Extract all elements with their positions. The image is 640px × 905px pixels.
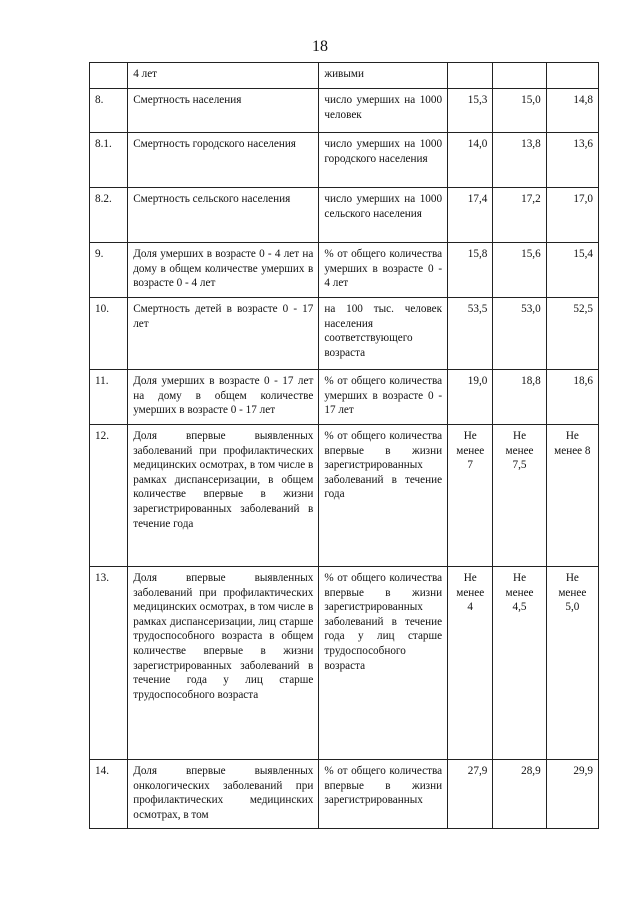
value-3-cell: 52,5 [546,298,598,370]
value-1-cell: 17,4 [448,188,493,243]
value-1-cell: 14,0 [448,133,493,188]
unit-cell: число умерших на 1000 городского населения [319,133,448,188]
value-1-cell: 15,8 [448,243,493,298]
value-3-cell: 15,4 [546,243,598,298]
row-number-cell: 11. [90,370,128,425]
value-2-cell [493,63,546,89]
indicator-name-cell: Смертность городского населения [128,133,319,188]
value-3-cell: Не менее 8 [546,425,598,567]
value-1-cell: 53,5 [448,298,493,370]
value-1-cell: Не менее 4 [448,567,493,760]
page-number: 18 [312,38,328,55]
table-row [90,567,599,760]
table-row [90,243,599,298]
value-3-cell: 17,0 [546,188,598,243]
value-2-cell: 53,0 [493,298,546,370]
value-3-cell: 18,6 [546,370,598,425]
value-2-cell: 15,6 [493,243,546,298]
row-number-cell: 9. [90,243,128,298]
row-number-cell: 8. [90,89,128,133]
table-row [90,89,599,133]
value-3-cell: Не менее 5,0 [546,567,598,760]
value-1-cell: 19,0 [448,370,493,425]
table-row [90,188,599,243]
indicator-name-cell: Доля умерших в возрасте 0 - 17 лет на дому в общем количестве умерших в возрасте 0 - 17 лет [128,370,319,425]
table-row [90,133,599,188]
value-2-cell: Не менее 7,5 [493,425,546,567]
indicator-name-cell: Смертность детей в возрасте 0 - 17 лет [128,298,319,370]
table-row [90,760,599,829]
value-1-cell: 27,9 [448,760,493,829]
value-2-cell: 15,0 [493,89,546,133]
unit-cell: % от общего количества умерших в возрасте 0 - 4 лет [319,243,448,298]
value-2-cell: 17,2 [493,188,546,243]
value-1-cell: 15,3 [448,89,493,133]
row-number-cell [90,63,128,89]
unit-cell: число умерших на 1000 человек [319,89,448,133]
value-2-cell: 28,9 [493,760,546,829]
table-row [90,63,599,89]
unit-cell: живыми [319,63,448,89]
value-3-cell [546,63,598,89]
row-number-cell: 12. [90,425,128,567]
value-3-cell: 14,8 [546,89,598,133]
value-1-cell: Не менее 7 [448,425,493,567]
indicators-table [89,62,599,829]
indicator-name-cell: Доля впервые выявленных заболеваний при профилактических медицинских осмотрах, в том числе в рамках диспансеризации, лиц старше трудоспособного возраста в общем количестве впервые в жизни зарегистрированных заболеваний в течение года у лиц старше трудоспособного возраста [128,567,319,760]
indicator-name-cell: Смертность сельского населения [128,188,319,243]
indicator-name-cell: Доля впервые выявленных заболеваний при профилактических медицинских осмотрах, в том числе в рамках диспансеризации, в общем количестве впервые в жизни зарегистрированных заболеваний в течение года [128,425,319,567]
row-number-cell: 10. [90,298,128,370]
unit-cell: % от общего количества впервые в жизни зарегистрированных [319,760,448,829]
value-2-cell: Не менее 4,5 [493,567,546,760]
table-row [90,298,599,370]
value-3-cell: 13,6 [546,133,598,188]
value-3-cell: 29,9 [546,760,598,829]
table-row [90,425,599,567]
unit-cell: % от общего количества впервые в жизни зарегистрированных заболеваний в течение года [319,425,448,567]
row-number-cell: 13. [90,567,128,760]
unit-cell: на 100 тыс. человек населения соответствующего возраста [319,298,448,370]
value-2-cell: 13,8 [493,133,546,188]
indicator-name-cell: 4 лет [128,63,319,89]
unit-cell: % от общего количества впервые в жизни зарегистрированных заболеваний в течение года у лиц старше трудоспособного возраста [319,567,448,760]
value-2-cell: 18,8 [493,370,546,425]
unit-cell: % от общего количества умерших в возрасте 0 - 17 лет [319,370,448,425]
value-1-cell [448,63,493,89]
indicator-name-cell: Доля впервые выявленных онкологических заболеваний при профилактических медицинских осмотрах, в том [128,760,319,829]
row-number-cell: 8.2. [90,188,128,243]
row-number-cell: 14. [90,760,128,829]
table-row [90,370,599,425]
unit-cell: число умерших на 1000 сельского населения [319,188,448,243]
indicator-name-cell: Смертность населения [128,89,319,133]
indicator-name-cell: Доля умерших в возрасте 0 - 4 лет на дому в общем количестве умерших в возрасте 0 - 4 лет [128,243,319,298]
row-number-cell: 8.1. [90,133,128,188]
